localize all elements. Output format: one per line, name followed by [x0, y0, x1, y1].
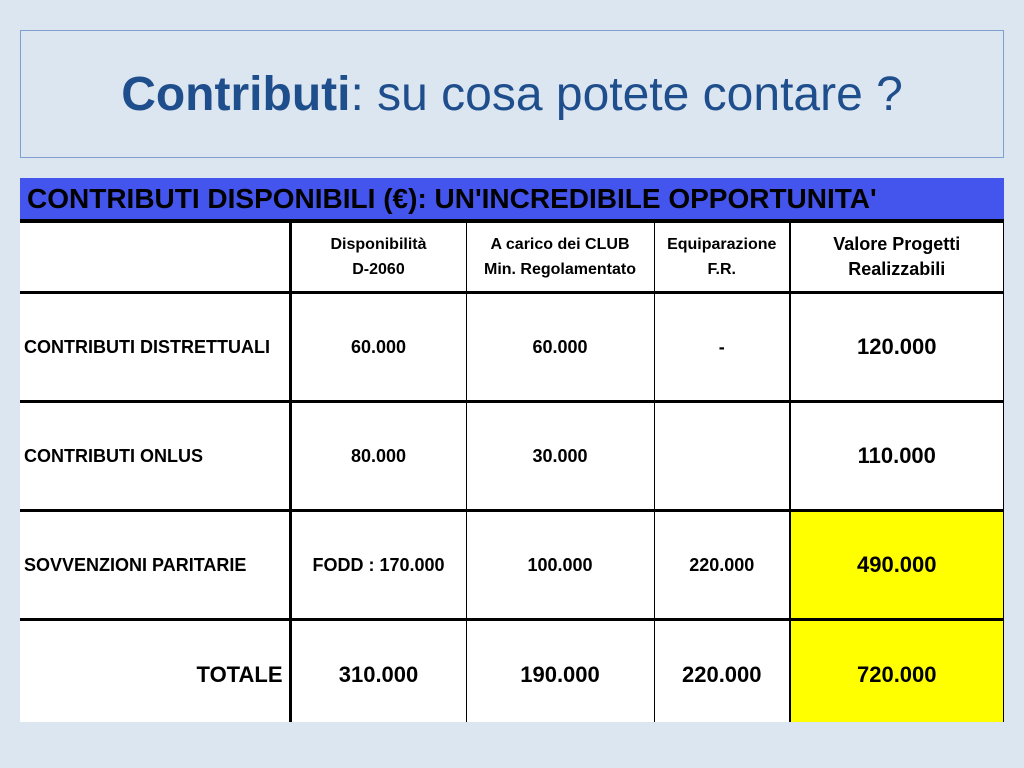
total-row: [20, 620, 1004, 723]
cell-disponibilita: 80.000: [290, 402, 466, 511]
title-bold: Contributi: [121, 67, 351, 121]
cell-disponibilita: 60.000: [290, 293, 466, 402]
table-row: [20, 293, 1004, 402]
cell-a-carico: 60.000: [466, 293, 654, 402]
total-a-carico: 190.000: [466, 620, 654, 723]
table-row: [20, 402, 1004, 511]
row-label: CONTRIBUTI ONLUS: [20, 402, 290, 511]
header-a-carico: [466, 223, 654, 293]
header-equiparazione-line2: F.R.: [707, 261, 736, 278]
header-a-carico-line2: Min. Regolamentato: [483, 261, 636, 278]
header-equiparazione: [654, 223, 790, 293]
row-label: SOVVENZIONI PARITARIE: [20, 511, 290, 620]
cell-equiparazione: 220.000: [654, 511, 790, 620]
total-valore-highlight: 720.000: [790, 620, 1004, 723]
header-row: [20, 223, 1004, 293]
total-equiparazione: 220.000: [654, 620, 790, 723]
header-empty-cell: [20, 223, 290, 293]
row-label: CONTRIBUTI DISTRETTUALI: [20, 293, 290, 402]
header-disponibilita-line1: Disponibilità: [330, 236, 427, 253]
table-row: [20, 511, 1004, 620]
cell-valore: 120.000: [790, 293, 1004, 402]
total-disponibilita: 310.000: [290, 620, 466, 723]
cell-equiparazione: [654, 402, 790, 511]
header-valore: [790, 223, 1004, 293]
total-label: TOTALE: [20, 620, 290, 723]
cell-equiparazione: -: [654, 293, 790, 402]
cell-disponibilita: FODD : 170.000: [290, 511, 466, 620]
header-equiparazione-line1: Equiparazione: [667, 236, 777, 253]
contributions-table: [20, 178, 1004, 722]
contributions-grid: [20, 222, 1004, 722]
cell-a-carico: 100.000: [466, 511, 654, 620]
table-banner: CONTRIBUTI DISPONIBILI (€): UN'INCREDIBILE OPPORTUNITA': [20, 178, 1004, 222]
header-valore-line2: Realizzabili: [848, 259, 946, 279]
cell-valore-highlight: 490.000: [790, 511, 1004, 620]
header-valore-line1: Valore Progetti: [833, 234, 961, 254]
header-a-carico-line1: A carico dei CLUB: [490, 236, 630, 253]
slide-title: [20, 30, 1004, 158]
header-disponibilita: [290, 223, 466, 293]
title-rest: : su cosa potete contare ?: [350, 67, 903, 121]
cell-a-carico: 30.000: [466, 402, 654, 511]
header-disponibilita-line2: D-2060: [352, 261, 405, 278]
cell-valore: 110.000: [790, 402, 1004, 511]
